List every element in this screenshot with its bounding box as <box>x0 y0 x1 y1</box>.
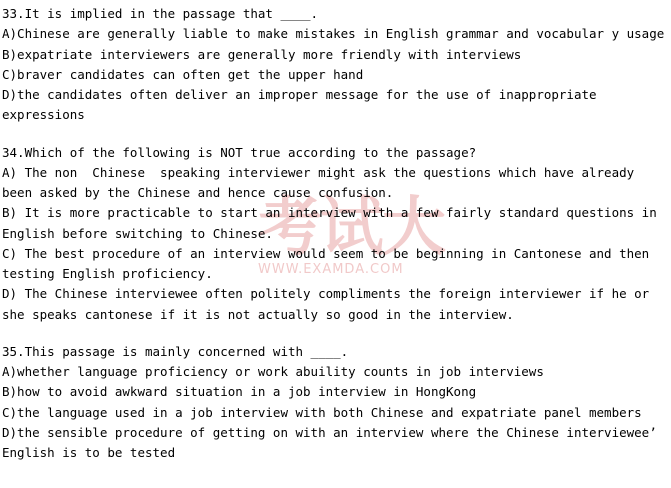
watermark-subtext: WWW.EXAMDA.COM <box>258 262 404 277</box>
question-option-c: C)the language used in a job interview with both Chinese and expatriate panel members <box>2 404 642 420</box>
question-stem: 34.Which of the following is NOT true according to the passage? <box>2 144 477 160</box>
question-option-c: C)braver candidates can often get the upper hand <box>2 66 364 82</box>
question-option-d: D)the candidates often deliver an improper message for the use of inappropriate expressions <box>2 87 605 123</box>
watermark-text: 考试大 <box>258 191 444 265</box>
question-stem: 35.This passage is mainly concerned with ____. <box>2 343 349 359</box>
block-spacer <box>2 325 669 342</box>
question-option-b: B) It is more practicable to start an interview with a few fairly standard questions in English before switching to Chinese. <box>2 205 665 241</box>
question-option-a: A)whether language proficiency or work abuility counts in job interviews <box>2 364 544 379</box>
question-35 <box>2 342 669 464</box>
question-33 <box>2 4 669 126</box>
question-option-d: D) The Chinese interviewee often politely compliments the foreign interviewer if he or she speaks cantonese if it is not actually so good in the interview. <box>2 286 657 322</box>
question-option-a: A)Chinese are generally liable to make mistakes in English grammar and vocabular y usage <box>2 26 665 42</box>
question-option-a: A) The non Chinese speaking interviewer might ask the questions which have already been asked by the Chinese and hence cause confusion. <box>2 164 642 200</box>
question-stem: 33.It is implied in the passage that ____. <box>2 6 319 21</box>
question-option-d: D)the sensible procedure of getting on with an interview where the Chinese interviewee’ English is to be tested <box>2 424 665 460</box>
question-option-b: B)expatriate interviewers are generally more friendly with interviews <box>2 46 522 62</box>
question-34 <box>2 143 669 325</box>
block-spacer <box>2 126 669 143</box>
question-option-c: C) The best procedure of an interview would seem to be beginning in Cantonese and then testing English proficiency. <box>2 245 657 281</box>
question-option-b: B)how to avoid awkward situation in a job interview in HongKong <box>2 384 477 400</box>
